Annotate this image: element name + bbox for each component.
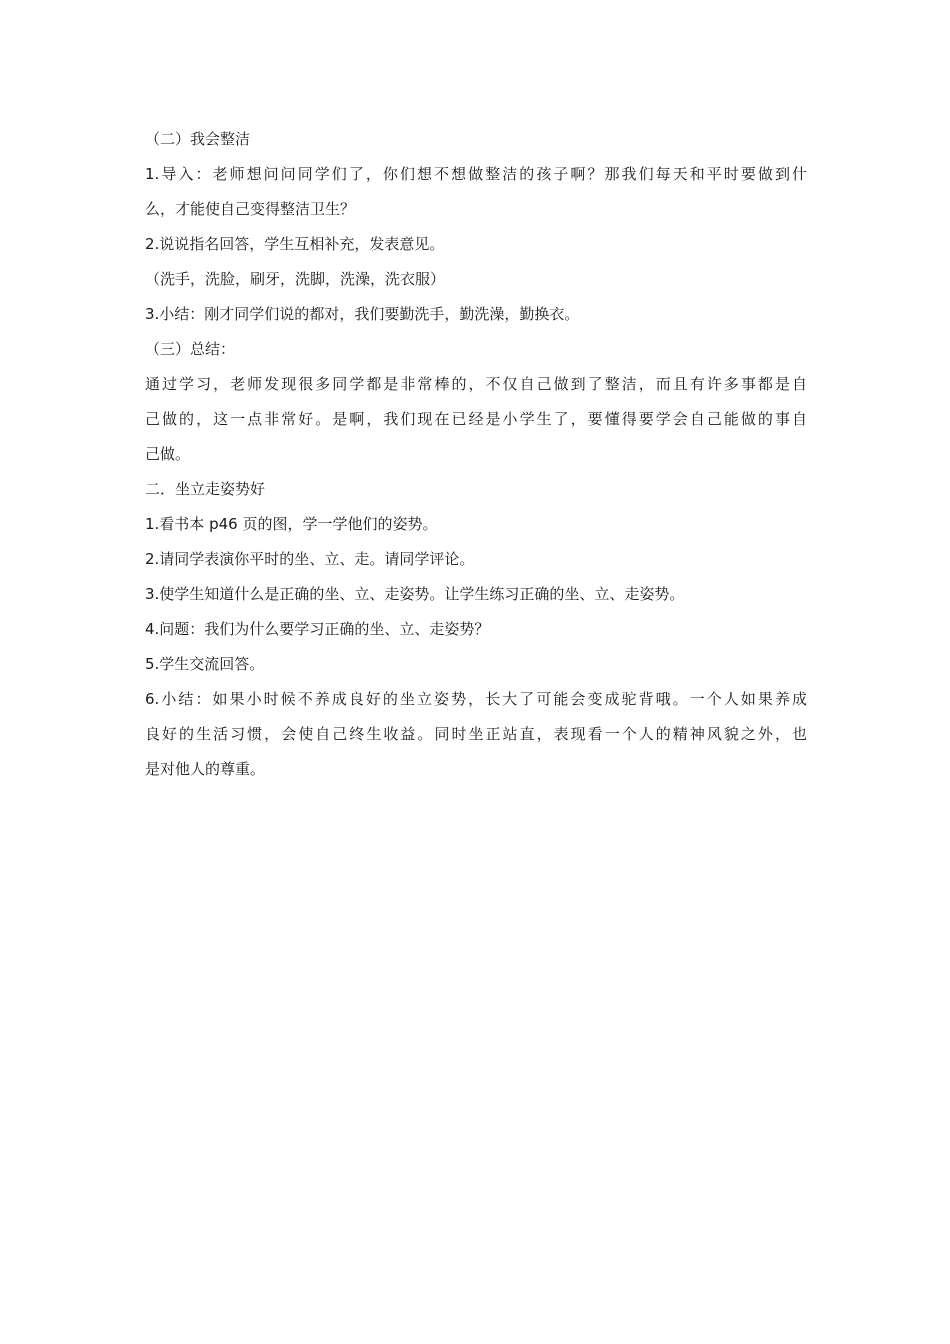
paragraph-line: 通过学习，老师发现很多同学都是非常棒的，不仅自己做到了整洁，而且有许多事都是自 [145, 375, 807, 393]
paragraph-line: 良好的生活习惯，会使自己终生收益。同时坐正站直，表现看一个人的精神风貌之外，也 [145, 725, 807, 743]
paragraph-line: 2.请同学表演你平时的坐、立、走。请同学评论。 [145, 550, 475, 568]
section-heading-posture: 二．坐立走姿势好 [145, 480, 266, 498]
paragraph-line: 5.学生交流回答。 [145, 655, 265, 673]
paragraph-line: 6.小结：如果小时候不养成良好的坐立姿势，长大了可能会变成驼背哦。一个人如果养成 [145, 690, 807, 708]
paragraph-line: （洗手，洗脸，刷牙，洗脚，洗澡，洗衣服） [145, 270, 446, 288]
paragraph-line: 3.使学生知道什么是正确的坐、立、走姿势。让学生练习正确的坐、立、走姿势。 [145, 585, 685, 603]
paragraph-line: 2.说说指名回答，学生互相补充，发表意见。 [145, 235, 445, 253]
paragraph-line: 么，才能使自己变得整洁卫生？ [145, 200, 356, 218]
paragraph-line: 己做的，这一点非常好。是啊，我们现在已经是小学生了，要懂得要学会自己能做的事自 [145, 410, 807, 428]
paragraph-line: 己做。 [145, 445, 191, 463]
paragraph-line: 是对他人的尊重。 [145, 760, 266, 778]
section-heading-be-tidy: （二）我会整洁 [145, 130, 251, 148]
paragraph-line: 1.导入：老师想问问同学们了，你们想不想做整洁的孩子啊？那我们每天和平时要做到什 [145, 165, 807, 183]
paragraph-line: 1.看书本 p46 页的图，学一学他们的姿势。 [145, 515, 438, 533]
document-body [145, 124, 807, 789]
paragraph-line: 4.问题：我们为什么要学习正确的坐、立、走姿势？ [145, 620, 490, 638]
paragraph-line: 3.小结：刚才同学们说的都对，我们要勤洗手，勤洗澡，勤换衣。 [145, 305, 580, 323]
section-heading-summary: （三）总结： [145, 340, 236, 358]
